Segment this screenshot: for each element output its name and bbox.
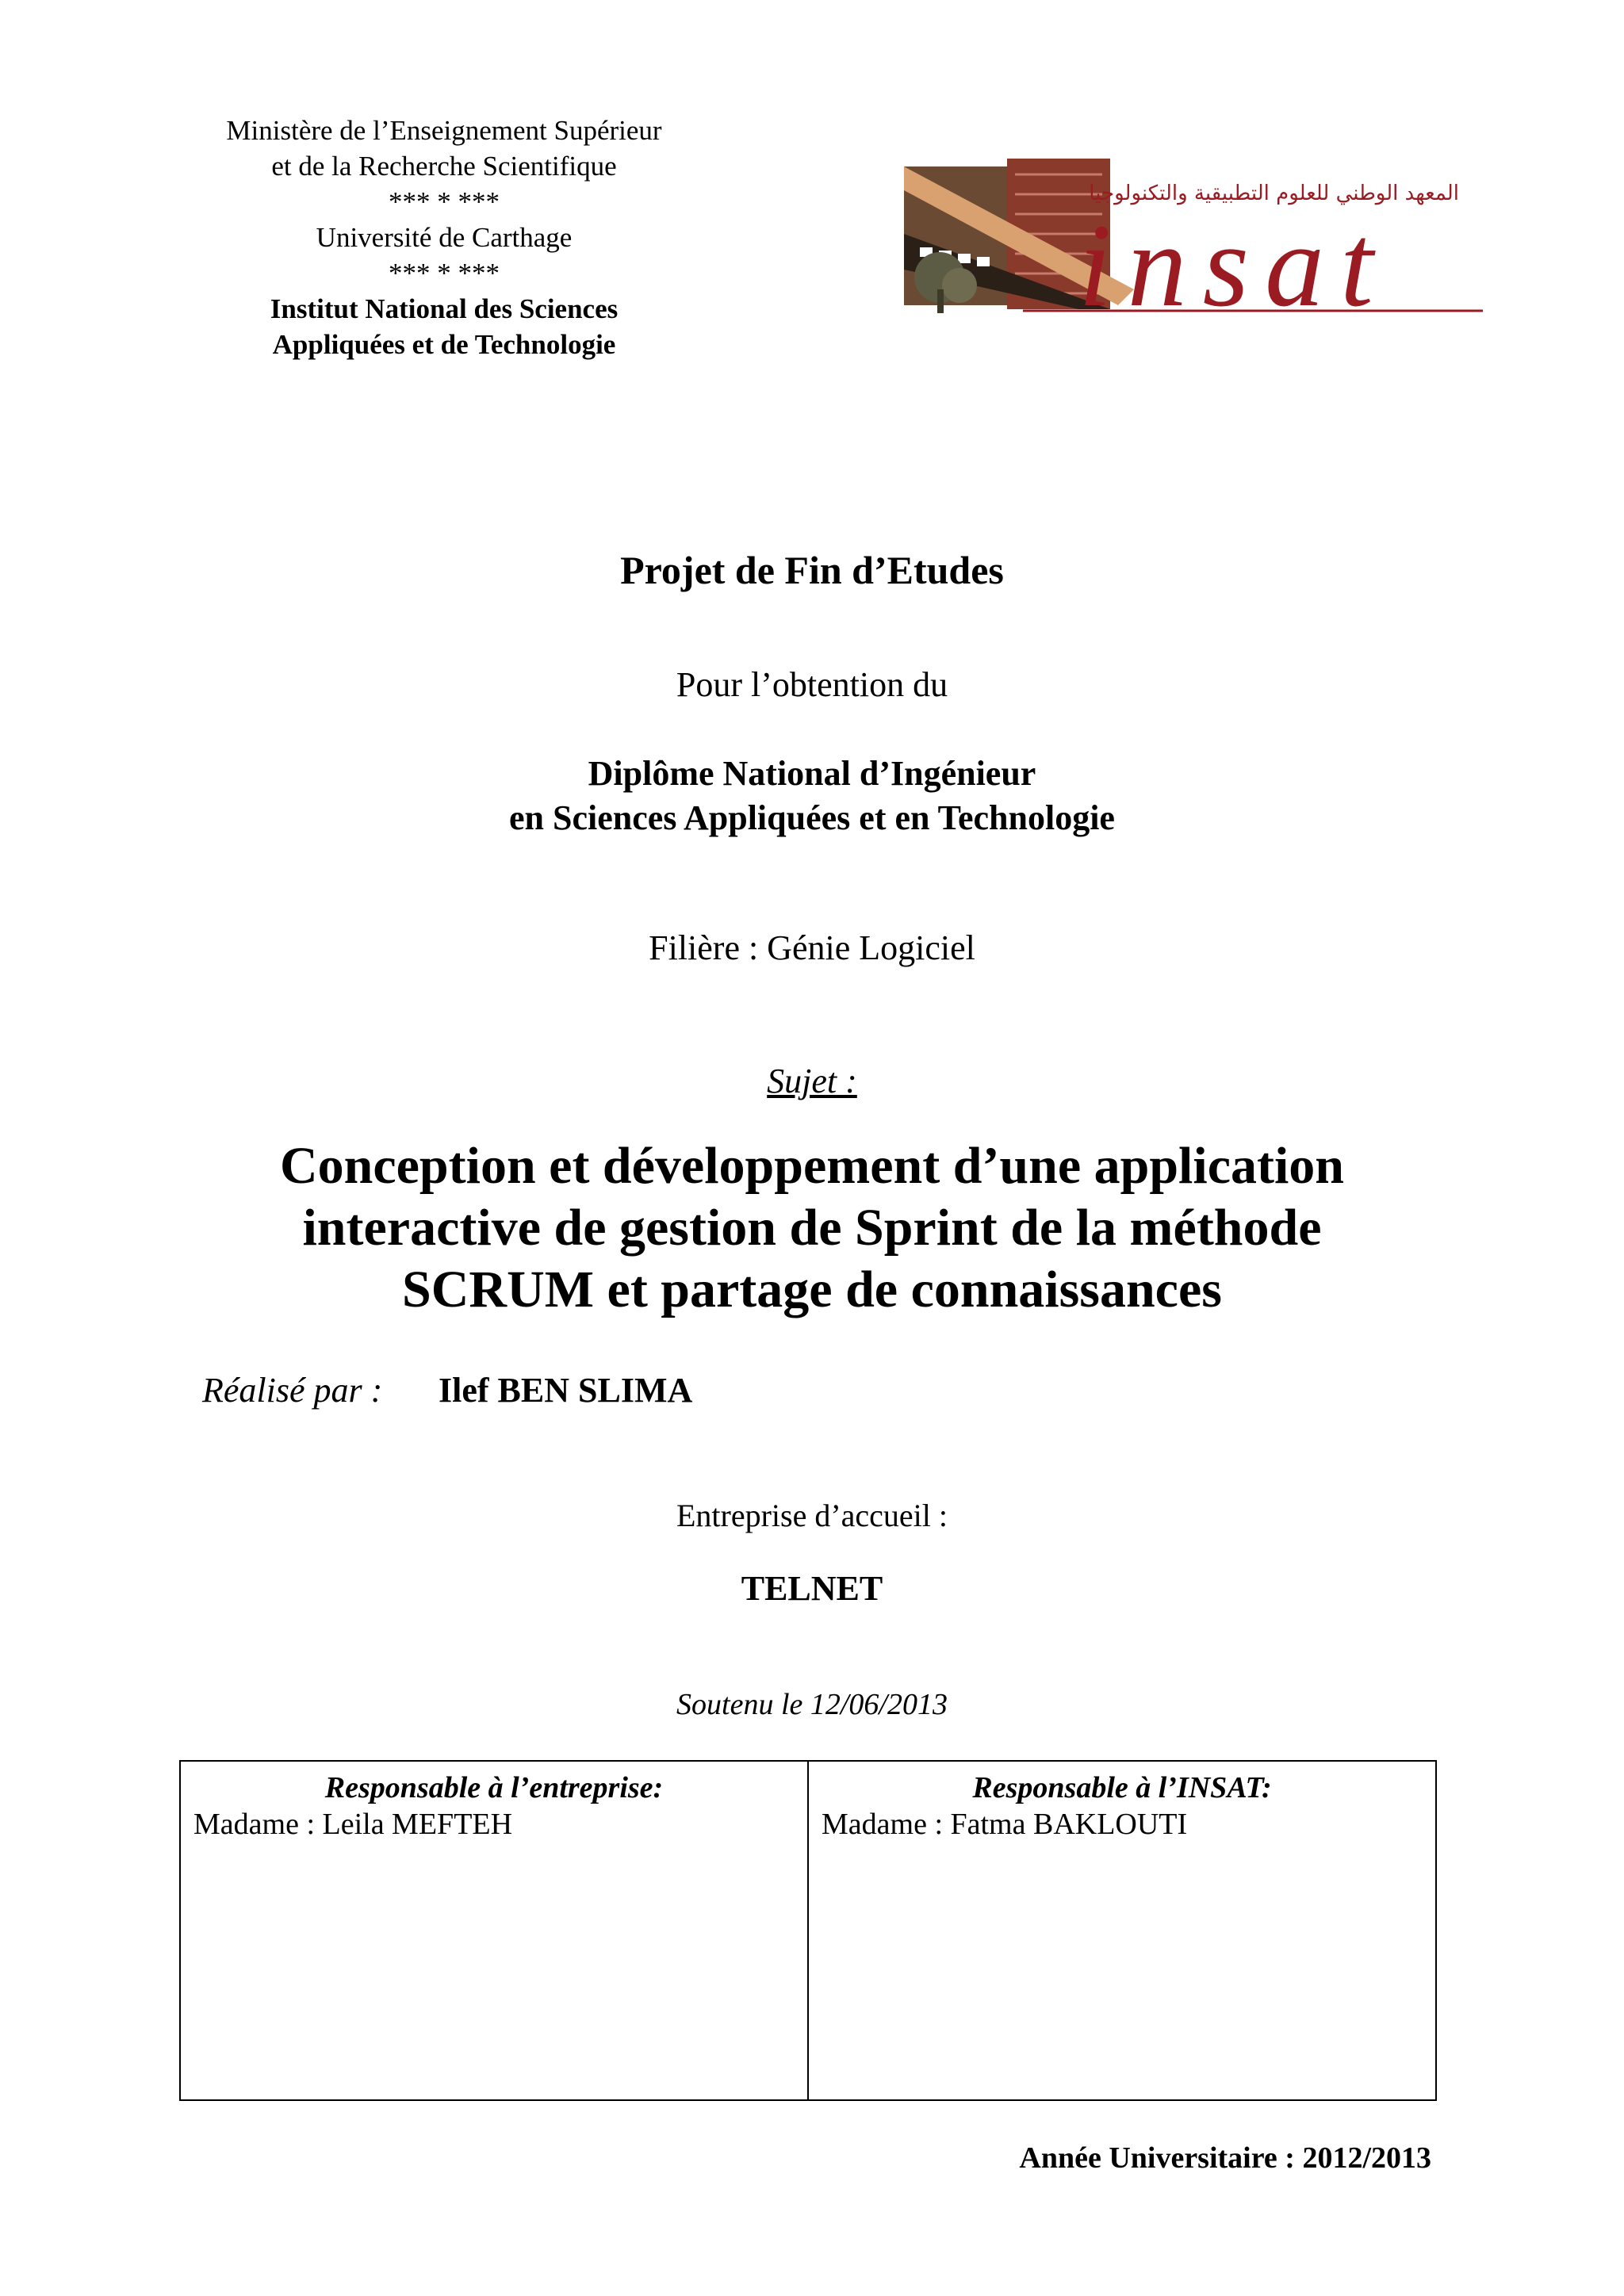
sujet-label-text: Sujet : xyxy=(767,1062,857,1100)
responsable-company-cell xyxy=(181,1762,807,2099)
diploma-line-2: en Sciences Appliquées et en Technologie xyxy=(509,798,1115,837)
author-name: Ilef BEN SLIMA xyxy=(439,1371,693,1410)
sujet-label xyxy=(0,1061,1624,1101)
ministry-line-1: Ministère de l’Enseignement Supérieur xyxy=(226,115,662,146)
institute-line-1: Institut National des Sciences xyxy=(270,293,619,324)
responsables-table xyxy=(179,1760,1437,2101)
subject-line-1: Conception et développement d’une application xyxy=(279,1137,1345,1195)
company-name: TELNET xyxy=(741,1569,883,1608)
subject-line-3: SCRUM et partage de connaissances xyxy=(402,1261,1222,1318)
responsable-insat-cell xyxy=(807,1762,1435,2099)
insat-logo xyxy=(904,159,1483,329)
project-title: Projet de Fin d’Etudes xyxy=(620,548,1004,592)
responsable-insat-heading: Responsable à l’INSAT: xyxy=(972,1771,1272,1804)
academic-year: Année Universitaire : 2012/2013 xyxy=(1019,2141,1431,2175)
company-label: Entreprise d’accueil : xyxy=(676,1498,948,1533)
diploma-line-1: Diplôme National d’Ingénieur xyxy=(588,754,1036,793)
ministry-line-2: et de la Recherche Scientifique xyxy=(271,151,617,182)
responsable-insat-name: Madame : Fatma BAKLOUTI xyxy=(822,1808,1188,1841)
defense-date: Soutenu le 12/06/2013 xyxy=(676,1688,948,1721)
subject-line-2: interactive de gestion de Sprint de la méthode xyxy=(302,1199,1322,1257)
ministry-header xyxy=(159,113,730,362)
university-name: Université de Carthage xyxy=(316,222,573,253)
filiere-text: Filière : Génie Logiciel xyxy=(649,928,975,967)
logo-arabic-text: المعهد الوطني للعلوم التطبيقية والتكنولوجيا xyxy=(1089,182,1459,205)
logo-wordmark: insat xyxy=(1078,200,1389,329)
diploma-title xyxy=(0,752,1624,840)
separator-2: *** * *** xyxy=(389,258,500,289)
institute-line-2: Appliquées et de Technologie xyxy=(272,329,616,360)
subject-title xyxy=(0,1135,1624,1321)
author-label: Réalisé par : xyxy=(202,1371,383,1410)
responsable-company-heading: Responsable à l’entreprise: xyxy=(324,1771,664,1804)
responsable-company-name: Madame : Leila MEFTEH xyxy=(193,1808,513,1841)
separator-1: *** * *** xyxy=(389,186,500,217)
obtention-text: Pour l’obtention du xyxy=(676,665,948,704)
